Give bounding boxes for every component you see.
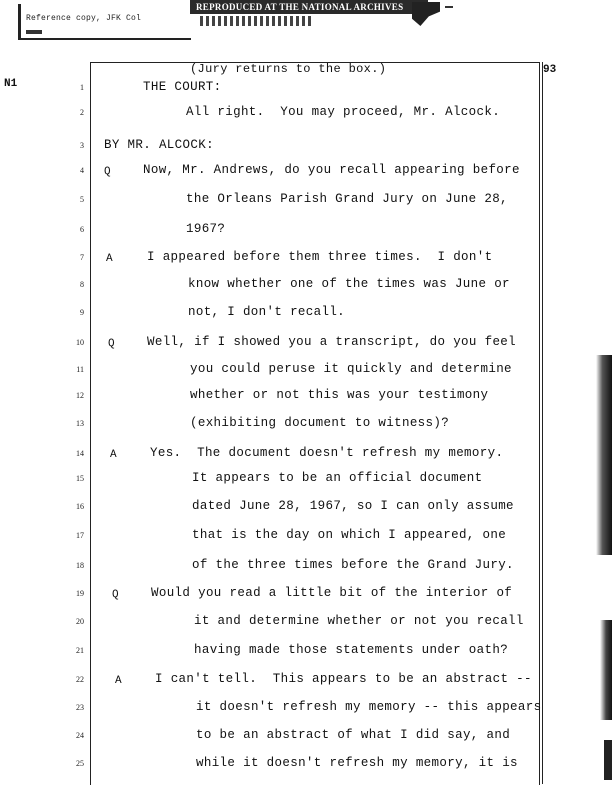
transcript-line: while it doesn't refresh my memory, it is (196, 756, 518, 770)
transcript-line: Now, Mr. Andrews, do you recall appearing before (143, 163, 520, 177)
speaker-marker: Q (108, 338, 115, 350)
transcript-line: It appears to be an official document (192, 471, 483, 485)
transcript-line: the Orleans Parish Grand Jury on June 28, (186, 192, 508, 206)
transcript-line: not, I don't recall. (188, 305, 346, 319)
line-number: 19 (76, 589, 84, 598)
line-number: 3 (80, 141, 84, 150)
transcript-line: Yes. The document doesn't refresh my memory. (150, 446, 504, 460)
line-number: 14 (76, 449, 84, 458)
line-number: 24 (76, 731, 84, 740)
line-number: 20 (76, 617, 84, 626)
line-number: 23 (76, 703, 84, 712)
transcript-line: know whether one of the times was June or (188, 277, 510, 291)
line-number: 8 (80, 280, 84, 289)
corner-mark: N1 (4, 78, 18, 90)
banner-dash (445, 6, 453, 8)
line-number: 21 (76, 646, 84, 655)
scan-edge-shadow (596, 355, 612, 555)
transcript-line: that is the day on which I appeared, one (192, 528, 507, 542)
transcript-line: dated June 28, 1967, so I can only assume (192, 499, 514, 513)
line-number: 4 (80, 166, 84, 175)
stamp-mark (26, 30, 42, 34)
line-number: 5 (80, 195, 84, 204)
transcript-line: it and determine whether or not you recall (194, 614, 524, 628)
transcript-line: (exhibiting document to witness)? (190, 416, 450, 430)
speaker-marker: A (106, 253, 113, 265)
transcript-line: having made those statements under oath? (194, 643, 509, 657)
transcript-line: 1967? (186, 222, 226, 236)
line-number: 16 (76, 502, 84, 511)
speaker-marker: Q (104, 166, 111, 178)
transcript-line: whether or not this was your testimony (190, 388, 489, 402)
transcript-line: Would you read a little bit of the interior of (151, 586, 513, 600)
banner-scribble (200, 16, 312, 26)
right-margin-rule (542, 62, 543, 784)
line-number: 10 (76, 338, 84, 347)
scan-edge-shadow-lower (600, 620, 612, 720)
transcript-line: I appeared before them three times. I don't (147, 250, 493, 264)
speaker-marker: Q (112, 589, 119, 601)
transcript-line: Well, if I showed you a transcript, do you feel (147, 335, 517, 349)
line-number: 9 (80, 308, 84, 317)
speaker-marker: A (110, 449, 117, 461)
line-number: 15 (76, 474, 84, 483)
banner-ink-mark (412, 2, 440, 26)
line-number: 17 (76, 531, 84, 540)
line-number: 13 (76, 419, 84, 428)
stage-direction: (Jury returns to the box.) (190, 62, 387, 76)
scan-edge-speck (604, 740, 612, 780)
line-number: 22 (76, 675, 84, 684)
archive-banner-text: REPRODUCED AT THE NATIONAL ARCHIVES (196, 2, 404, 12)
line-number: 2 (80, 108, 84, 117)
speaker-marker: A (115, 675, 122, 687)
transcript-line: you could peruse it quickly and determine (190, 362, 512, 376)
transcript-line: to be an abstract of what I did say, and (196, 728, 511, 742)
reference-copy-label: Reference copy, JFK Col (26, 14, 142, 23)
transcript-line: of the three times before the Grand Jury. (192, 558, 514, 572)
line-number: 7 (80, 253, 84, 262)
line-number: 6 (80, 225, 84, 234)
line-number: 11 (76, 365, 84, 374)
transcript-line: All right. You may proceed, Mr. Alcock. (186, 105, 501, 119)
line-number: 1 (80, 83, 84, 92)
line-number: 18 (76, 561, 84, 570)
transcript-line: it doesn't refresh my memory -- this appears (196, 700, 542, 714)
transcript-line: THE COURT: (143, 80, 222, 94)
line-number: 12 (76, 391, 84, 400)
transcript-line: BY MR. ALCOCK: (104, 138, 214, 152)
transcript-line: I can't tell. This appears to be an abstract -- (155, 672, 532, 686)
line-number: 25 (76, 759, 84, 768)
page-number: 93 (543, 64, 557, 76)
